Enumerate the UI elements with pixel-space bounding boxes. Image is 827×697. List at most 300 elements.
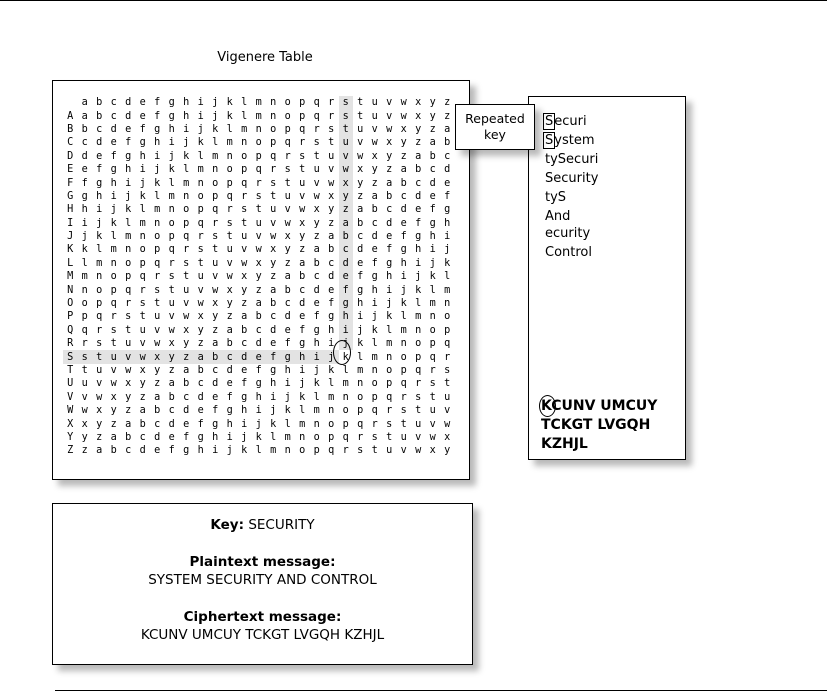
- grid-row-label: C: [67, 137, 74, 149]
- grid-cell: q: [125, 284, 132, 296]
- grid-cell: q: [81, 324, 88, 336]
- grid-cell: x: [284, 231, 291, 243]
- grid-cell: v: [168, 311, 175, 323]
- grid-cell: b: [415, 164, 422, 176]
- repeated-key-callout-label: Repeated key: [465, 111, 525, 142]
- grid-cell: h: [400, 257, 407, 269]
- grid-header-cell: b: [96, 97, 103, 109]
- grid-cell: y: [110, 405, 117, 417]
- grid-cell: u: [415, 418, 422, 430]
- grid-cell: c: [96, 123, 103, 135]
- grid-cell: o: [125, 257, 132, 269]
- grid-cell: k: [110, 217, 117, 229]
- grid-row: [63, 230, 455, 243]
- grid-cell: k: [81, 244, 88, 256]
- grid-cell: a: [357, 204, 364, 216]
- grid-cell: d: [328, 271, 335, 283]
- grid-cell: h: [386, 271, 393, 283]
- grid-cell: s: [444, 365, 451, 376]
- grid-cell: a: [339, 217, 354, 230]
- grid-cell: u: [212, 257, 219, 269]
- grid-cell: z: [270, 271, 277, 283]
- grid-cell: n: [226, 150, 233, 162]
- repeated-key-text: ystem: [554, 133, 595, 148]
- grid-cell: n: [270, 110, 277, 122]
- grid-header-cell: h: [183, 97, 190, 109]
- grid-cell: o: [313, 431, 320, 443]
- grid-cell: h: [96, 190, 103, 202]
- grid-cell: r: [255, 177, 262, 189]
- grid-cell: c: [212, 365, 219, 376]
- grid-cell: a: [212, 338, 219, 350]
- grid-cell: j: [81, 231, 88, 243]
- grid-cell: e: [415, 204, 422, 216]
- grid-cell: v: [339, 150, 354, 163]
- grid-cell: w: [386, 123, 393, 135]
- grid-cell: d: [386, 217, 393, 229]
- grid-cell: p: [168, 231, 175, 243]
- grid-row: [63, 364, 455, 377]
- grid-row: [63, 431, 455, 444]
- grid-cell: t: [241, 217, 248, 229]
- grid-cell: q: [183, 231, 190, 243]
- grid-cell: v: [313, 177, 320, 189]
- grid-cell: i: [429, 244, 436, 256]
- grid-row: [63, 150, 455, 163]
- grid-cell: g: [241, 391, 248, 403]
- grid-row-label: V: [67, 391, 74, 403]
- grid-cell: y: [241, 284, 248, 296]
- grid-header-cell: q: [313, 97, 320, 109]
- grid-row-label: Y: [67, 431, 74, 443]
- grid-row: [63, 283, 455, 296]
- grid-cell: i: [183, 123, 190, 135]
- grid-cell: k: [197, 137, 204, 149]
- grid-header-cell: t: [357, 97, 364, 109]
- grid-row: [63, 176, 455, 189]
- grid-cell: g: [400, 244, 407, 256]
- grid-cell: n: [357, 378, 364, 390]
- grid-cell: f: [400, 231, 407, 243]
- grid-cell: y: [371, 164, 378, 176]
- grid-cell: k: [212, 123, 219, 135]
- grid-cell: v: [429, 418, 436, 430]
- grid-cell: s: [339, 109, 354, 122]
- grid-cell: m: [328, 391, 335, 403]
- grid-cell: a: [429, 137, 436, 149]
- cipher-line: KCUNV UMCUY: [541, 398, 658, 414]
- grid-cell: v: [255, 231, 262, 243]
- grid-cell: l: [342, 365, 349, 376]
- grid-cell: s: [226, 217, 233, 229]
- grid-cell: f: [183, 431, 190, 443]
- grid-cell: v: [81, 391, 88, 403]
- grid-cell: g: [226, 405, 233, 417]
- grid-cell: n: [154, 217, 161, 229]
- grid-cell: a: [299, 257, 306, 269]
- grid-cell: p: [342, 418, 349, 430]
- grid-cell: c: [81, 137, 88, 149]
- vigenere-grid: [63, 96, 455, 458]
- grid-cell: h: [313, 338, 320, 350]
- grid-row: [63, 190, 455, 203]
- grid-cell: f: [154, 110, 161, 122]
- grid-cell: l: [371, 338, 378, 350]
- grid-cell: y: [328, 204, 335, 216]
- grid-cell: m: [212, 150, 219, 162]
- grid-cell: g: [357, 284, 364, 296]
- grid-cell: x: [96, 405, 103, 417]
- grid-cell: b: [299, 271, 306, 283]
- grid-cell: b: [386, 190, 393, 202]
- grid-cell: e: [429, 190, 436, 202]
- grid-cell: q: [313, 110, 320, 122]
- grid-cell: e: [154, 445, 161, 457]
- grid-cell: y: [212, 311, 219, 323]
- grid-cell: h: [429, 231, 436, 243]
- repeated-key-item: [545, 112, 598, 131]
- grid-row-label: J: [67, 231, 74, 243]
- grid-cell: e: [197, 405, 204, 417]
- grid-cell: x: [212, 298, 219, 310]
- grid-cell: l: [386, 324, 393, 336]
- grid-cell: a: [110, 431, 117, 443]
- grid-cell: a: [226, 324, 233, 336]
- grid-cell: o: [241, 150, 248, 162]
- grid-cell: t: [444, 378, 451, 390]
- grid-cell: m: [197, 164, 204, 176]
- grid-cell: d: [400, 204, 407, 216]
- grid-cell: f: [266, 350, 281, 363]
- diagram-title: Vigenere Table: [217, 50, 313, 65]
- repeated-key-text: Security: [545, 171, 599, 186]
- grid-header-cell: m: [255, 97, 262, 109]
- grid-cell: a: [168, 378, 175, 390]
- grid-cell: d: [154, 431, 161, 443]
- grid-cell: p: [284, 123, 291, 135]
- grid-cell: b: [96, 110, 103, 122]
- grid-cell: u: [371, 110, 378, 122]
- grid-cell: s: [429, 378, 436, 390]
- grid-cell: o: [444, 311, 451, 323]
- key-line: [53, 517, 472, 533]
- grid-cell: b: [241, 324, 248, 336]
- grid-cell: d: [270, 324, 277, 336]
- grid-cell: p: [400, 365, 407, 376]
- grid-header-cell: k: [226, 97, 233, 109]
- grid-cell: b: [226, 338, 233, 350]
- grid-cell: o: [371, 378, 378, 390]
- grid-cell: x: [270, 244, 277, 256]
- grid-cell: f: [386, 244, 393, 256]
- grid-cell: i: [299, 365, 306, 376]
- grid-cell: g: [386, 257, 393, 269]
- grid-cell: e: [125, 123, 132, 135]
- grid-cell: m: [81, 271, 88, 283]
- grid-cell: x: [444, 431, 451, 443]
- grid-cell: z: [255, 284, 262, 296]
- grid-row: [63, 123, 455, 136]
- grid-cell: v: [371, 123, 378, 135]
- grid-cell: i: [154, 150, 161, 162]
- grid-cell: h: [415, 244, 422, 256]
- grid-cell: c: [284, 298, 291, 310]
- grid-cell: v: [270, 217, 277, 229]
- grid-row-label: H: [67, 204, 74, 216]
- grid-cell: q: [444, 338, 451, 350]
- grid-cell: p: [313, 445, 320, 457]
- grid-cell: s: [371, 431, 378, 443]
- grid-row-label: Z: [67, 445, 74, 457]
- grid-cell: f: [339, 283, 354, 296]
- grid-cell: y: [226, 298, 233, 310]
- grid-cell: a: [415, 150, 422, 162]
- grid-cell: x: [400, 123, 407, 135]
- grid-cell: n: [328, 405, 335, 417]
- grid-cell: q: [270, 150, 277, 162]
- grid-cell: q: [400, 378, 407, 390]
- grid-cell: x: [241, 271, 248, 283]
- repeated-key-panel: [528, 96, 686, 460]
- grid-cell: o: [255, 137, 262, 149]
- grid-cell: c: [386, 204, 393, 216]
- grid-cell: x: [139, 365, 146, 376]
- grid-cell: h: [183, 110, 190, 122]
- grid-cell: h: [226, 418, 233, 430]
- grid-cell: p: [299, 110, 306, 122]
- grid-cell: t: [110, 338, 117, 350]
- grid-cell: z: [386, 164, 393, 176]
- grid-cell: f: [444, 190, 451, 202]
- grid-cell: d: [255, 338, 262, 350]
- grid-cell: n: [313, 418, 320, 430]
- grid-cell: z: [339, 203, 354, 216]
- grid-cell: a: [313, 244, 320, 256]
- grid-cell: n: [400, 338, 407, 350]
- grid-cell: h: [110, 177, 117, 189]
- grid-cell: z: [81, 445, 88, 457]
- grid-header-cell: p: [299, 97, 306, 109]
- grid-cell: b: [255, 311, 262, 323]
- grid-cell: b: [154, 405, 161, 417]
- grid-cell: y: [139, 378, 146, 390]
- grid-cell: a: [255, 298, 262, 310]
- grid-cell: o: [154, 231, 161, 243]
- grid-cell: w: [339, 163, 354, 176]
- grid-cell: s: [78, 350, 93, 363]
- grid-cell: n: [386, 351, 393, 363]
- grid-cell: i: [197, 110, 204, 122]
- grid-cell: g: [212, 418, 219, 430]
- grid-cell: f: [96, 164, 103, 176]
- grid-cell: m: [125, 231, 132, 243]
- grid-cell: z: [154, 378, 161, 390]
- grid-cell: s: [255, 190, 262, 202]
- grid-row: [63, 417, 455, 430]
- grid-cell: x: [328, 190, 335, 202]
- grid-cell: i: [212, 445, 219, 457]
- grid-cell: w: [400, 110, 407, 122]
- ciphertext-block: [541, 397, 657, 454]
- grid-cell: m: [154, 204, 161, 216]
- grid-cell: u: [328, 150, 335, 162]
- grid-cell: s: [400, 405, 407, 417]
- grid-cell: w: [136, 350, 151, 363]
- grid-cell: q: [154, 257, 161, 269]
- grid-cell: d: [299, 298, 306, 310]
- grid-cell: r: [168, 257, 175, 269]
- grid-cell: u: [339, 136, 354, 149]
- grid-cell: r: [371, 418, 378, 430]
- grid-cell: b: [444, 137, 451, 149]
- grid-cell: h: [125, 164, 132, 176]
- grid-row: [63, 297, 455, 310]
- grid-cell: w: [241, 257, 248, 269]
- grid-cell: r: [270, 164, 277, 176]
- grid-cell: v: [241, 244, 248, 256]
- repeated-key-text: tySecuri: [545, 152, 599, 167]
- grid-cell: h: [328, 324, 335, 336]
- grid-cell: c: [270, 311, 277, 323]
- grid-cell: b: [313, 257, 320, 269]
- grid-cell: l: [299, 405, 306, 417]
- grid-cell: f: [357, 271, 364, 283]
- grid-cell: g: [125, 150, 132, 162]
- grid-cell: i: [255, 405, 262, 417]
- grid-header-cell: z: [444, 97, 451, 109]
- grid-cell: s: [313, 137, 320, 149]
- grid-cell: l: [357, 351, 364, 363]
- grid-cell: z: [444, 110, 451, 122]
- grid-cell: w: [212, 284, 219, 296]
- repeated-key-item: [545, 169, 598, 188]
- grid-cell: c: [183, 391, 190, 403]
- grid-cell: p: [81, 311, 88, 323]
- grid-cell: x: [429, 445, 436, 457]
- grid-cell: j: [270, 405, 277, 417]
- grid-cell: u: [444, 391, 451, 403]
- grid-cell: m: [139, 217, 146, 229]
- grid-cell: v: [139, 338, 146, 350]
- grid-cell: i: [357, 311, 364, 323]
- grid-cell: n: [110, 257, 117, 269]
- grid-cell: y: [270, 257, 277, 269]
- grid-cell: g: [197, 431, 204, 443]
- grid-cell: i: [310, 350, 325, 363]
- grid-cell: n: [183, 190, 190, 202]
- plaintext-value: SYSTEM SECURITY AND CONTROL: [148, 572, 377, 588]
- grid-cell: p: [270, 137, 277, 149]
- grid-cell: l: [212, 137, 219, 149]
- grid-cell: x: [183, 324, 190, 336]
- grid-cell: c: [357, 231, 364, 243]
- grid-cell: r: [226, 204, 233, 216]
- grid-cell: l: [139, 204, 146, 216]
- grid-cell: d: [110, 123, 117, 135]
- grid-cell: f: [226, 391, 233, 403]
- grid-cell: i: [241, 418, 248, 430]
- grid-cell: a: [371, 190, 378, 202]
- grid-cell: y: [165, 350, 180, 363]
- grid-cell: x: [168, 338, 175, 350]
- grid-cell: z: [357, 190, 364, 202]
- grid-cell: n: [241, 137, 248, 149]
- grid-cell: r: [284, 150, 291, 162]
- grid-cell: m: [415, 311, 422, 323]
- grid-cell: e: [252, 350, 267, 363]
- grid-cell: g: [339, 297, 354, 310]
- grid-cell: l: [154, 190, 161, 202]
- repeated-key-text: ecuri: [554, 114, 587, 129]
- grid-cell: e: [139, 110, 146, 122]
- grid-cell: s: [139, 298, 146, 310]
- grid-cell: b: [371, 204, 378, 216]
- grid-cell: o: [226, 164, 233, 176]
- grid-cell: w: [444, 418, 451, 430]
- grid-cell: s: [415, 391, 422, 403]
- grid-cell: g: [281, 350, 296, 363]
- grid-cell: r: [328, 110, 335, 122]
- grid-cell: z: [179, 350, 194, 363]
- grid-cell: c: [255, 324, 262, 336]
- grid-header-cell: e: [139, 97, 146, 109]
- grid-cell: u: [154, 311, 161, 323]
- grid-cell: p: [444, 324, 451, 336]
- grid-cell: a: [154, 391, 161, 403]
- grid-cell: x: [150, 350, 165, 363]
- grid-cell: c: [328, 257, 335, 269]
- grid-cell: n: [212, 164, 219, 176]
- grid-cell: v: [444, 405, 451, 417]
- grid-cell: e: [357, 257, 364, 269]
- grid-cell: t: [357, 110, 364, 122]
- grid-row: [63, 337, 455, 350]
- grid-cell: o: [342, 405, 349, 417]
- grid-cell: t: [212, 244, 219, 256]
- grid-cell: g: [429, 217, 436, 229]
- grid-cell: n: [371, 365, 378, 376]
- grid-cell: i: [339, 324, 354, 337]
- grid-row-label: I: [67, 217, 74, 229]
- grid-cell: v: [386, 110, 393, 122]
- grid-cell: g: [168, 110, 175, 122]
- grid-cell: w: [168, 324, 175, 336]
- grid-cell: a: [81, 110, 88, 122]
- grid-cell: g: [154, 123, 161, 135]
- grid-cell: e: [110, 137, 117, 149]
- grid-cell: a: [96, 445, 103, 457]
- grid-cell: y: [96, 418, 103, 430]
- result-letter-circle: [333, 340, 351, 365]
- grid-cell: p: [371, 391, 378, 403]
- grid-cell: m: [371, 351, 378, 363]
- grid-cell: k: [125, 204, 132, 216]
- grid-cell: q: [139, 271, 146, 283]
- repeated-key-text: ecurity: [545, 226, 591, 241]
- grid-cell: l: [270, 431, 277, 443]
- grid-cell: p: [415, 351, 422, 363]
- grid-cell: b: [197, 365, 204, 376]
- grid-cell: w: [313, 190, 320, 202]
- grid-cell: y: [299, 231, 306, 243]
- grid-cell: f: [212, 405, 219, 417]
- grid-cell: t: [415, 405, 422, 417]
- grid-cell: d: [313, 284, 320, 296]
- grid-cell: f: [284, 338, 291, 350]
- grid-cell: o: [96, 284, 103, 296]
- grid-cell: r: [212, 217, 219, 229]
- grid-cell: f: [197, 418, 204, 430]
